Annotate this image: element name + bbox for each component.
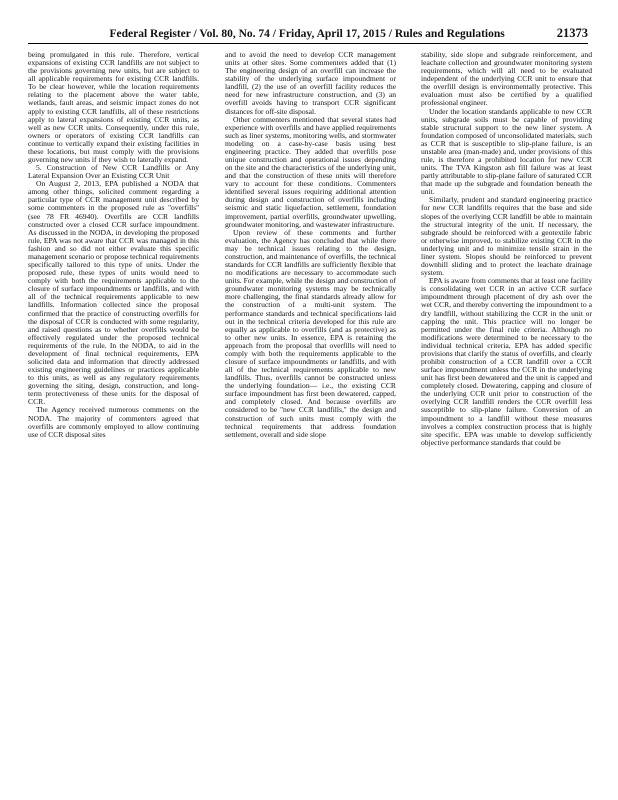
paragraph: Similarly, prudent and standard engineering practice for new CCR landfills requires that the base and side slopes of the overlying CCR landfill be able to maintain the structural integrity of the unit. If necessary, the subgrade should be reinforced with a geotextile fabric or otherwise improved, to stabilize existing CCR in the underlying unit and to minimize tensile strain in the liner system. Slopes should be reinforced to prevent downhill sliding and to protect the leachate drainage system. bbox=[421, 195, 592, 278]
paragraph: being promulgated in this rule. Therefore, vertical expansions of existing CCR landfills are not subject to the provisions governing new units, but are subject to all applicable requirements for existing CCR landfills. To be clear however, while the location requirements relating to the placement above the water table, wetlands, fault areas, and seismic impact zones do not apply to existing CCR landfills, all of these restrictions apply to lateral expansions of existing CCR units, as well as new CCR units. Consequently, under this rule, owners or operators of existing CCR landfills can continue to vertically expand their existing facilities in these locations, but must comply with the provisions governing new units if they wish to laterally expand. bbox=[28, 51, 199, 165]
paragraph: The Agency received numerous comments on the NODA. The majority of commenters agreed that overfills are commonly employed to allow continuing use of CCR disposal sites bbox=[28, 405, 199, 439]
text-column-1 bbox=[28, 51, 199, 791]
paragraph: stability, side slope and subgrade reinforcement, and leachate collection and groundwater monitoring system requirements, which will all need to be evaluated independent of the underlying CCR unit to ensure that the overfill design is environmentally protective. This evaluation must also be certified by a qualified professional engineer. bbox=[421, 51, 592, 108]
text-column-3 bbox=[421, 51, 592, 791]
running-header bbox=[28, 26, 588, 41]
paragraph: On August 2, 2013, EPA published a NODA that among other things, solicited comment regarding a particular type of CCR management unit described by some commenters in the proposed rule as ''overfills'' (see 78 FR 46940). Overfills are CCR landfills constructed over a closed CCR surface impoundment. As discussed in the NODA, in developing the proposed rule, EPA was not aware that CCR was managed in this fashion and so did not either evaluate this specific management scenario or propose technical requirements specifically tailored to this type of units. Under the proposed rule, these types of units would need to comply with both the requirements applicable to the closure of surface impoundments or landfills, and with all of the technical requirements applicable to new landfills. Information collected since the proposal confirmed that the practice of constructing overfills for the disposal of CCR is conducted with some regularity, and raised questions as to whether overfills would be effectively regulated under the proposed technical requirements of the rule. In the NODA, to aid in the development of final technical requirements, EPA solicited data and information that directly addressed existing engineering guidelines or practices applicable to this units, as well as any regulatory requirements governing the siting, design, construction, and long-term protectiveness of these units for the disposal of CCR. bbox=[28, 179, 199, 407]
paragraph: and to avoid the need to develop CCR management units at other sites. Some commenters added that (1) The engineering design of an overfill can increase the stability of the underlying surface impoundment or landfill, (2) the use of an overfill facility reduces the need for new infrastructure construction, and (3) an overfill avoids having to transport CCR significant distances for off-site disposal. bbox=[225, 51, 396, 116]
paragraph: Other commenters mentioned that several states had experience with overfills and have applied requirements such as liner systems, monitoring wells, and stormwater modeling on a case-by-case basis using best engineering practice. They added that overfills pose unique construction and operational issues depending on the site and the characteristics of the underlying unit, and that the construction of these units will therefore vary to account for these conditions. Commenters identified several issues requiring additional attention during design and construction of overfills including seismic and static liquefaction, settlement, foundation improvement, partial overfills, groundwater upwelling, groundwater monitoring, and wastewater infrastructure. bbox=[225, 114, 396, 229]
header-citation: Federal Register / Vol. 80, No. 74 / Friday, April 17, 2015 / Rules and Regulations bbox=[109, 28, 505, 40]
page-number: 21373 bbox=[556, 26, 588, 40]
paragraph: EPA is aware from comments that at least one facility is consolidating wet CCR in an active CCR surface impoundment through placement of dry ash over the wet CCR, and thereby converting the impoundment to a dry landfill, without stabilizing the CCR in the unit or capping the unit. This practice will no longer be permitted under the final rule criteria. Although no modifications were determined to be necessary to the individual technical criteria, EPA has added specific provisions that clarify the status of overfills, and clearly prohibit construction of a CCR landfill over a CCR surface impoundment unless the CCR in the underlying unit has first been dewatered and the unit is capped and completely closed. Dewatering, capping and closure of the underlying CCR unit prior to construction of the overlying CCR landfill renders the CCR overfill less susceptible to slip-plane failure. Conversion of an impoundment to a landfill without these measures involves a complex construction process that is highly site specific. EPA was unable to develop sufficiently objective performance standards that could be bbox=[421, 276, 592, 447]
section-heading: 5. Construction of New CCR Landfills or Any Lateral Expansion Over an Existing CCR Unit bbox=[28, 163, 199, 181]
header-rule bbox=[28, 43, 588, 44]
text-column-2 bbox=[225, 51, 396, 791]
paragraph: Upon review of these comments and further evaluation, the Agency has concluded that while there may be technical issues relating to the design, construction, and maintenance of overfills, the technical standards for CCR landfills are sufficiently flexible that no modifications are necessary to accommodate such units. For example, while the design and construction of groundwater monitoring systems may be technically more challenging, the final standards already allow for the construction of a multi-unit system. The performance standards and technical specifications laid out in the technical criteria developed for this rule are equally as applicable to overfills (and as protective) as to other new units. In essence, EPA is retaining the approach from the proposal that overfills will need to comply with both the requirements applicable to the closure of surface impoundments or landfills, and with all of the technical requirements applicable to new landfills. Thus, overfills cannot be constructed unless the underlying foundation— i.e., the existing CCR surface impoundment has first been dewatered, capped, and completely closed. And because overfills are considered to be ''new CCR landfills,'' the design and construction of such units must comply with the technical requirements that address foundation settlement, overall and side slope bbox=[225, 227, 396, 439]
paragraph: Under the location standards applicable to new CCR units, subgrade soils must be capable of providing stable structural support to the new liner system. A foundation composed of unconsolidated materials, such as CCR that is susceptible to slip-plane failure, is an unstable area (man-made) and, under provisions of this rule, is therefore a prohibited location for new CCR units. The TVA Kingston ash fill failure was at least partly attributable to slip-plane failure of saturated CCR that made up the subgrade and foundation beneath the unit. bbox=[421, 106, 592, 197]
